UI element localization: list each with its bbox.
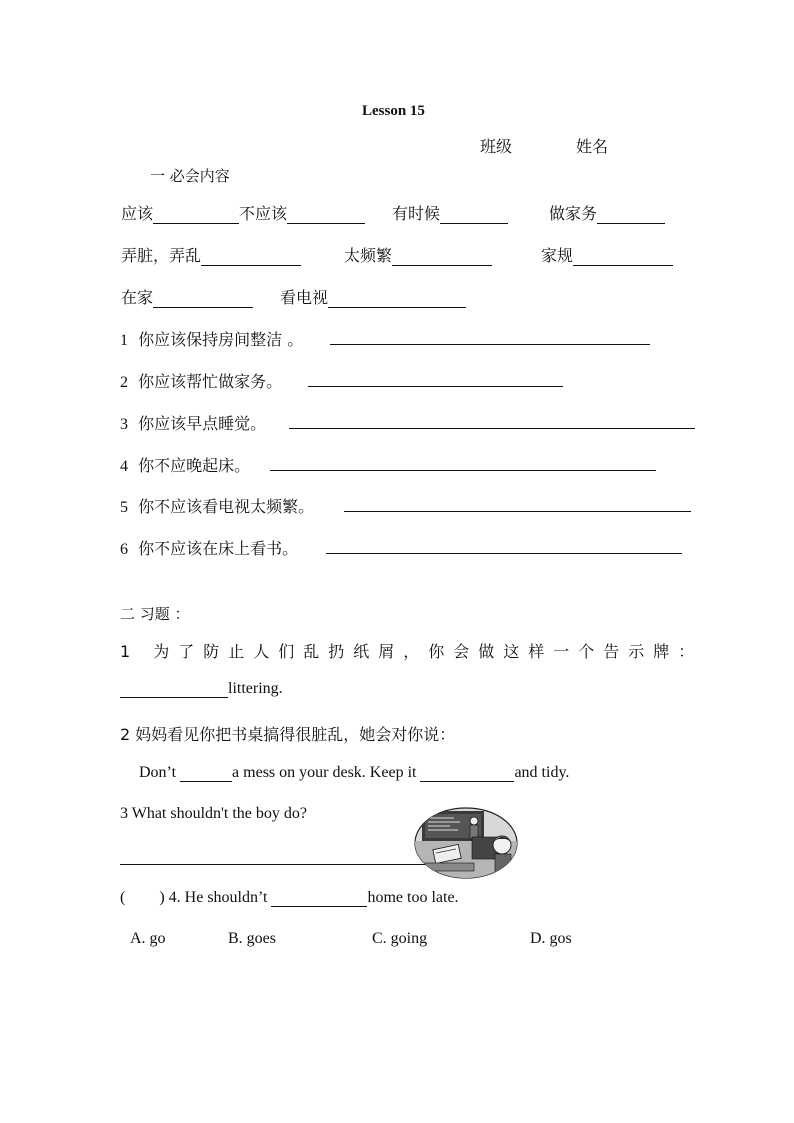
section2-heading: 二 习题 ：	[120, 605, 190, 623]
vocab-item	[121, 201, 365, 224]
vocab-item	[392, 201, 508, 224]
sentence-text: 你不应晚起床。	[138, 456, 251, 475]
vocab-label: 家规	[541, 246, 574, 265]
vocab-label: 太频繁	[344, 246, 393, 265]
question-1: 1 为了防止人们乱扔纸屑，你会做这样一个告示牌：	[120, 642, 704, 661]
sentence-item	[120, 536, 298, 559]
vocab-label: 在家	[121, 288, 154, 307]
sentence-item	[120, 327, 303, 350]
sentence-number: 5	[120, 499, 128, 516]
vocab-item	[541, 243, 673, 266]
vocab-blank[interactable]	[153, 207, 239, 224]
sentence-part: a mess on your desk. Keep it	[232, 764, 417, 781]
answer-blank[interactable]	[420, 765, 514, 782]
answer-blank[interactable]	[271, 890, 367, 907]
vocab-blank[interactable]	[392, 249, 492, 266]
question-text: ) 4. He shouldn’t	[159, 889, 268, 906]
sentence-item	[120, 369, 282, 392]
option-b[interactable]: B. goes	[228, 930, 276, 947]
question-2-sentence	[139, 764, 569, 782]
answer-paren: (	[120, 889, 126, 906]
vocab-blank[interactable]	[597, 207, 665, 224]
option-c[interactable]: C. going	[372, 930, 428, 947]
sentence-text: 你不应该看电视太频繁。	[138, 497, 315, 516]
vocab-label: 做家务	[549, 204, 598, 223]
class-label: 班级	[480, 137, 513, 156]
vocab-item	[344, 243, 492, 266]
answer-line[interactable]	[270, 470, 656, 471]
answer-line[interactable]	[308, 386, 563, 387]
answer-line[interactable]	[326, 553, 682, 554]
vocab-blank[interactable]	[440, 207, 508, 224]
question-suffix: home too late.	[367, 889, 459, 906]
vocab-blank[interactable]	[153, 291, 253, 308]
answer-blank[interactable]	[180, 765, 232, 782]
classroom-illustration	[414, 807, 518, 879]
answer-line[interactable]	[289, 428, 695, 429]
option-d[interactable]: D. gos	[530, 930, 572, 947]
vocab-label: 弄脏，弄乱	[121, 246, 202, 265]
sentence-item	[120, 411, 266, 434]
vocab-item	[121, 285, 253, 308]
sentence-text: 你应该帮忙做家务。	[138, 372, 283, 391]
sentence-item	[120, 453, 250, 476]
vocab-label: 不应该	[239, 204, 288, 223]
option-a[interactable]: A. go	[130, 930, 166, 947]
sentence-part: and tidy.	[514, 764, 570, 781]
sentence-part: Don’t	[139, 764, 177, 781]
sentence-number: 6	[120, 541, 128, 558]
question-2: 2 妈妈看见你把书桌搞得很脏乱，她会对你说：	[120, 725, 456, 744]
sentence-number: 3	[120, 416, 128, 433]
answer-line[interactable]	[330, 344, 650, 345]
vocab-item	[549, 201, 665, 224]
sentence-item	[120, 494, 314, 517]
question-1-answer	[120, 680, 283, 698]
question-3: 3 What shouldn't the boy do?	[120, 805, 308, 822]
answer-blank[interactable]	[120, 681, 228, 698]
vocab-blank[interactable]	[328, 291, 466, 308]
vocab-label: 有时候	[392, 204, 441, 223]
answer-suffix: littering.	[228, 680, 283, 697]
question-4	[120, 889, 459, 907]
sentence-text: 你应该早点睡觉。	[138, 414, 267, 433]
sentence-number: 2	[120, 374, 128, 391]
sentence-number: 4	[120, 458, 128, 475]
vocab-item	[280, 285, 466, 308]
page-title: Lesson 15	[362, 103, 425, 119]
answer-line[interactable]	[120, 864, 430, 865]
vocab-label: 应该	[121, 204, 154, 223]
vocab-item	[121, 243, 301, 266]
sentence-number: 1	[120, 332, 128, 349]
answer-line[interactable]	[344, 511, 691, 512]
name-label: 姓名	[576, 137, 609, 156]
sentence-text: 你应该保持房间整洁 。	[138, 330, 304, 349]
vocab-label: 看电视	[280, 288, 329, 307]
sentence-text: 你不应该在床上看书。	[138, 539, 299, 558]
vocab-blank[interactable]	[573, 249, 673, 266]
vocab-blank[interactable]	[287, 207, 365, 224]
section1-heading: 一 必会内容	[150, 167, 230, 185]
vocab-blank[interactable]	[201, 249, 301, 266]
